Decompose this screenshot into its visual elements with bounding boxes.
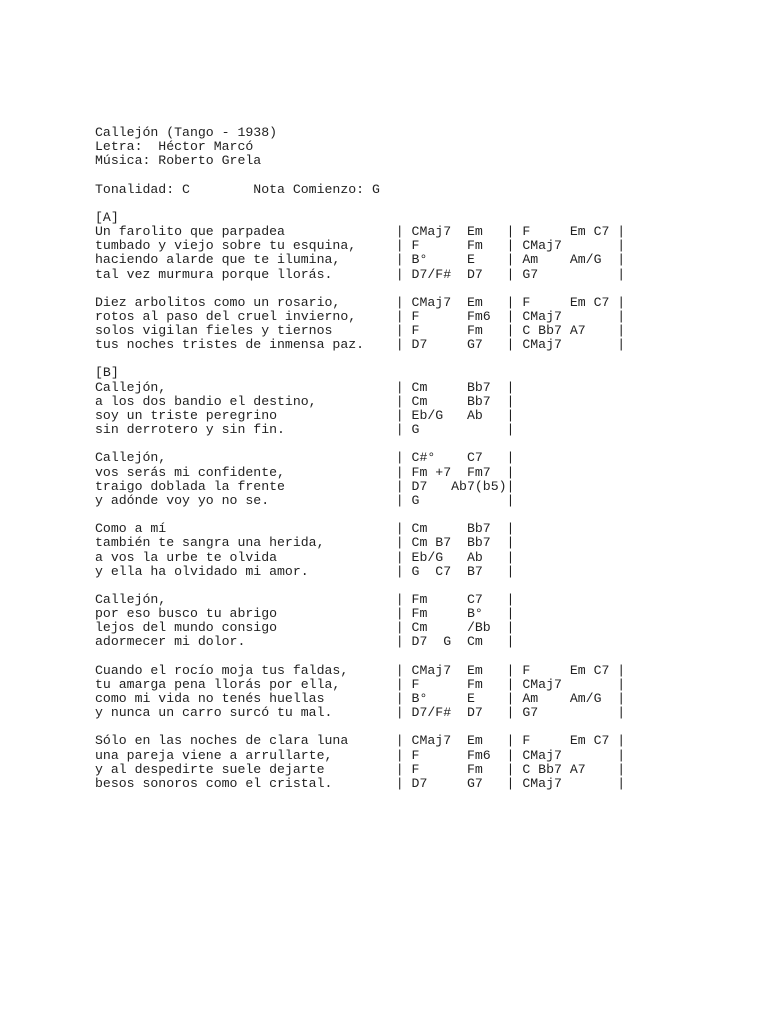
lyric-chord-line: tal vez murmura porque llorás. | D7/F# D7 | G7 | bbox=[95, 266, 626, 282]
spacer bbox=[95, 720, 655, 734]
spacer bbox=[95, 508, 655, 522]
verse-block bbox=[95, 451, 655, 508]
lyric-chord-line: una pareja viene a arrullarte, | F Fm6 | CMaj7 | bbox=[95, 747, 626, 763]
music-credit: Música: Roberto Grela bbox=[95, 153, 262, 169]
verse-block bbox=[95, 664, 655, 721]
lyric-chord-line: tu amarga pena llorás por ella, | F Fm | CMaj7 | bbox=[95, 676, 626, 692]
lyric-chord-line: rotos al paso del cruel invierno, | F Fm6 | CMaj7 | bbox=[95, 308, 626, 324]
lyric-chord-line: Como a mí | Cm Bb7 | bbox=[95, 521, 515, 537]
lyric-chord-line: [B] bbox=[95, 365, 119, 381]
verse-block bbox=[95, 211, 655, 282]
lyric-chord-line: lejos del mundo consigo | Cm /Bb | bbox=[95, 620, 515, 636]
lyric-chord-line: sin derrotero y sin fin. | G | bbox=[95, 422, 515, 438]
lyric-chord-line: traigo doblada la frente | D7 Ab7(b5)| bbox=[95, 478, 515, 494]
lyric-chord-line: también te sangra una herida, | Cm B7 Bb7 | bbox=[95, 535, 515, 551]
spacer bbox=[95, 437, 655, 451]
lyrics-credit: Letra: Héctor Marcó bbox=[95, 139, 254, 155]
song-title: Callejón (Tango - 1938) bbox=[95, 125, 278, 140]
verse-block bbox=[95, 593, 655, 650]
key-and-start-note: Tonalidad: C Nota Comienzo: G bbox=[95, 181, 380, 197]
song-blocks bbox=[95, 211, 655, 791]
lyric-chord-line: por eso busco tu abrigo | Fm B° | bbox=[95, 606, 515, 622]
lyric-chord-line: soy un triste peregrino | Eb/G Ab | bbox=[95, 408, 515, 423]
verse-block bbox=[95, 734, 655, 791]
lyric-chord-line: vos serás mi confidente, | Fm +7 Fm7 | bbox=[95, 464, 515, 480]
lyric-chord-line: a los dos bandio el destino, | Cm Bb7 | bbox=[95, 393, 515, 409]
lyric-chord-line: [A] bbox=[95, 209, 119, 225]
lyric-chord-line: Diez arbolitos como un rosario, | CMaj7 Em | F Em C7 | bbox=[95, 294, 626, 310]
lyric-chord-line: tumbado y viejo sobre tu esquina, | F Fm | CMaj7 | bbox=[95, 238, 626, 254]
chord-sheet bbox=[95, 126, 655, 791]
spacer bbox=[95, 352, 655, 366]
spacer bbox=[95, 169, 655, 183]
verse-block bbox=[95, 366, 655, 437]
lyric-chord-line: Callejón, | C#° C7 | bbox=[95, 450, 515, 466]
lyric-chord-line: besos sonoros como el cristal. | D7 G7 | CMaj7 | bbox=[95, 775, 626, 791]
lyric-chord-line: y al despedirte suele dejarte | F Fm | C Bb7 A7 | bbox=[95, 761, 626, 777]
lyric-chord-line: y ella ha olvidado mi amor. | G C7 B7 | bbox=[95, 563, 515, 579]
lyric-chord-line: Callejón, | Cm Bb7 | bbox=[95, 379, 515, 395]
lyric-chord-line: a vos la urbe te olvida | Eb/G Ab | bbox=[95, 549, 515, 565]
lyric-chord-line: solos vigilan fieles y tiernos | F Fm | C Bb7 A7 | bbox=[95, 323, 626, 339]
lyric-chord-line: adormecer mi dolor. | D7 G Cm | bbox=[95, 634, 515, 650]
lyric-chord-line: Un farolito que parpadea | CMaj7 Em | F Em C7 | bbox=[95, 223, 626, 239]
lyric-chord-line: y adónde voy yo no se. | G | bbox=[95, 492, 515, 508]
lyric-chord-line: tus noches tristes de inmensa paz. | D7 G7 | CMaj7 | bbox=[95, 337, 626, 353]
spacer bbox=[95, 282, 655, 296]
lyric-chord-line: y nunca un carro surcó tu mal. | D7/F# D7 | G7 | bbox=[95, 705, 626, 721]
lyric-chord-line: Callejón, | Fm C7 | bbox=[95, 591, 515, 607]
verse-block bbox=[95, 296, 655, 353]
spacer bbox=[95, 650, 655, 664]
lyric-chord-line: como mi vida no tenés huellas | B° E | Am Am/G | bbox=[95, 691, 626, 706]
verse-block bbox=[95, 522, 655, 579]
lyric-chord-line: Cuando el rocío moja tus faldas, | CMaj7 Em | F Em C7 | bbox=[95, 662, 626, 678]
spacer bbox=[95, 579, 655, 593]
lyric-chord-line: haciendo alarde que te ilumina, | B° E | Am Am/G | bbox=[95, 252, 626, 268]
spacer bbox=[95, 197, 655, 211]
lyric-chord-line: Sólo en las noches de clara luna | CMaj7 Em | F Em C7 | bbox=[95, 733, 626, 749]
